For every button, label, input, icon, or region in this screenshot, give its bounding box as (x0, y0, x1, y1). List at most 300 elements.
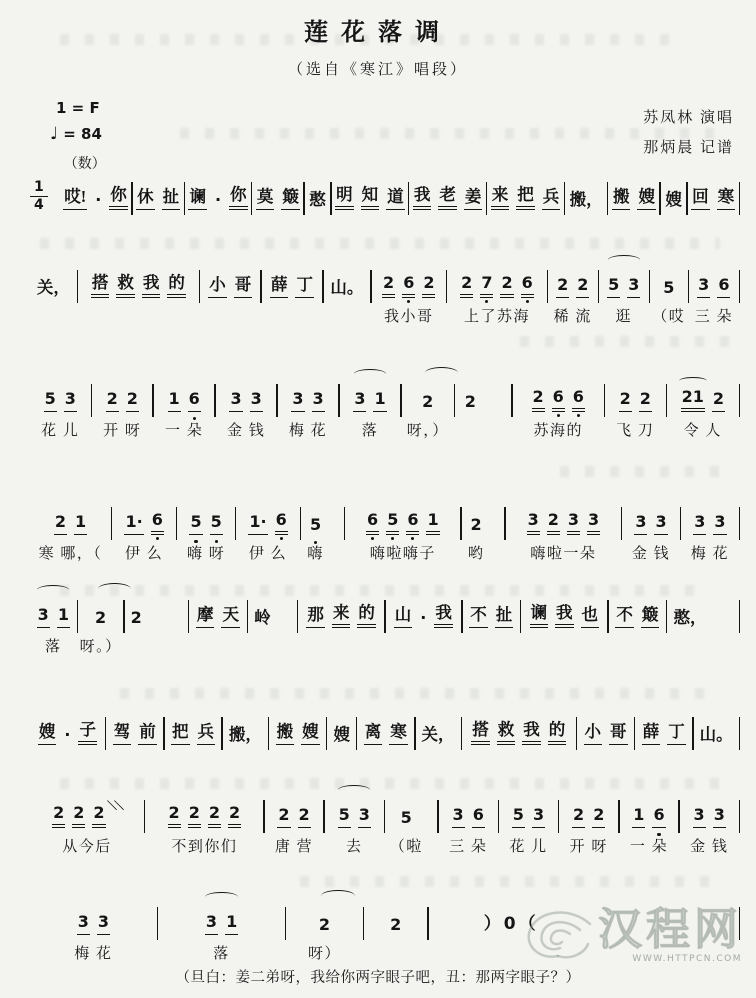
measure (622, 503, 680, 563)
measure (487, 178, 563, 210)
time-signature-denominator: 4 (34, 197, 44, 214)
lyric-text: 唐 营 (274, 839, 314, 855)
note-token: 6 (572, 386, 585, 412)
note-row (50, 503, 90, 535)
note-token: 6 (188, 388, 201, 412)
note-token: 嫂 (301, 721, 320, 745)
slur-arc (338, 785, 370, 795)
measure (92, 380, 153, 440)
slur-arc (205, 892, 237, 902)
note-token: 3 (353, 388, 366, 412)
measure (462, 713, 576, 745)
note-row (34, 713, 100, 745)
note-token: 2 (126, 388, 139, 412)
note-row (690, 503, 730, 535)
note-token: 哥 (609, 721, 628, 745)
low-octave-dot (371, 537, 374, 540)
lyric-text: 梅 花 (74, 946, 113, 962)
note-row (523, 503, 604, 535)
lyric-text: 开 呀 (569, 839, 608, 855)
note-token: 山。 (699, 725, 733, 744)
note-token: 3 (567, 509, 580, 535)
measure (177, 503, 235, 563)
measure (635, 713, 692, 745)
note-token: 2 (464, 392, 476, 411)
low-octave-dot (194, 540, 197, 543)
note-token: 搬， (228, 725, 262, 744)
note-token: 3 (634, 511, 647, 535)
bleed-texture (300, 876, 720, 887)
measure (216, 380, 277, 440)
lyric-text: 花 儿 (509, 839, 548, 855)
note-token: 3 (697, 274, 710, 298)
note-row (468, 713, 570, 745)
note-row (386, 903, 406, 935)
time-signature (30, 180, 48, 214)
note-row (91, 596, 111, 628)
note-token: 我 (142, 272, 161, 298)
note-token: 2 (500, 272, 513, 298)
note-token: · (214, 190, 222, 209)
note-token: 21 (681, 386, 705, 412)
note-token: 的 (357, 602, 376, 628)
note-token: 不 (615, 604, 634, 628)
note-row (565, 178, 607, 210)
note-row (418, 380, 438, 412)
note-row (306, 503, 326, 535)
lyric-text: 落 (213, 946, 230, 962)
measure (327, 713, 355, 745)
note-token: 谰 (188, 186, 207, 210)
note-token: 不 (469, 604, 488, 628)
lyric-text: 梅 花 (288, 423, 328, 439)
note-token: 我 (434, 602, 453, 628)
note-token: 6 (275, 509, 288, 535)
measure (439, 796, 498, 856)
note-token: 6 (406, 509, 419, 535)
note-token: 子 (78, 719, 97, 745)
note-token: 休 (136, 186, 155, 210)
note-token: 6 (151, 509, 164, 535)
measure (265, 796, 324, 856)
note-row (466, 596, 517, 628)
bleed-texture (520, 336, 730, 347)
lyric-text: 梅 花 (690, 546, 729, 562)
note-token: 救 (116, 272, 135, 298)
note-row (32, 266, 74, 298)
lyric-text: 飞 刀 (616, 423, 655, 439)
lyric-text: 从今后 (62, 839, 112, 855)
measure (559, 796, 618, 856)
note-token: 关， (421, 725, 455, 744)
note-token: 1· (248, 511, 267, 535)
note-token: 兵 (197, 721, 216, 745)
measure (125, 596, 148, 628)
note-row (695, 713, 737, 745)
note-token: 3 (654, 511, 667, 535)
note-token: 6 (552, 386, 565, 412)
score-system (30, 596, 740, 656)
score-system (30, 380, 740, 440)
note-token: 丁 (295, 274, 314, 298)
note-token: 的 (548, 719, 567, 745)
slur-arc (37, 585, 69, 595)
note-row (33, 596, 73, 628)
tie-arc (321, 890, 354, 902)
measure (667, 596, 712, 628)
note-row (272, 713, 323, 745)
note-token: 簸 (281, 186, 300, 210)
note-token: 薛 (642, 721, 661, 745)
bleed-texture (60, 585, 710, 596)
note-token: 憨 (309, 190, 326, 209)
note-token: 你 (109, 184, 128, 210)
note-token: ＼＼ (107, 801, 121, 812)
credit-notator: 那炳晨 记谱 (643, 140, 734, 156)
barline (427, 907, 428, 940)
note-token: 1 (168, 388, 181, 412)
note-row (329, 713, 355, 745)
note-token: 2 (556, 274, 569, 298)
note-token: 搬， (569, 190, 603, 209)
measure (605, 380, 666, 440)
note-token: 3 (527, 509, 540, 535)
note-token: 也 (581, 604, 600, 628)
measure (154, 380, 215, 440)
note-token: 2 (130, 608, 142, 627)
note-row (102, 380, 142, 412)
low-octave-dot (193, 417, 196, 420)
note-token: 3 (77, 911, 90, 935)
note-token: 山。 (330, 278, 364, 297)
note-row (661, 178, 687, 210)
note-token: 2 (92, 802, 105, 828)
note-row (689, 796, 729, 828)
note-row (396, 796, 416, 828)
note-token: 知 (361, 184, 380, 210)
note-token: 簸 (641, 604, 660, 628)
measure (681, 503, 739, 563)
note-token: 明 (335, 184, 354, 210)
note-row (305, 178, 331, 210)
note-token: 回 (691, 186, 710, 210)
tempo-value: = 84 (63, 125, 102, 143)
lyric-text: 开 呀 (103, 423, 142, 439)
measure (223, 713, 268, 745)
lyric-text: （哎 (652, 309, 686, 325)
note-row (363, 503, 444, 535)
note-row (314, 903, 334, 935)
barline (739, 600, 740, 633)
tie-arc (98, 583, 131, 595)
low-octave-dot (215, 540, 218, 543)
lyric-text: 金 钱 (690, 839, 729, 855)
measure (599, 266, 649, 326)
measure (386, 596, 462, 628)
measure (689, 266, 739, 326)
measure (301, 503, 330, 563)
note-token: 3 (452, 804, 465, 828)
note-row (250, 596, 276, 628)
note-row (526, 596, 603, 628)
measure (185, 178, 251, 210)
measure (620, 796, 679, 856)
note-token: 摩 (196, 604, 215, 628)
tempo-marking (50, 124, 102, 144)
note-row (379, 266, 439, 298)
lyric-text: 不到你们 (171, 839, 238, 855)
measure (262, 266, 322, 298)
note-row (192, 596, 243, 628)
measure (248, 596, 277, 628)
measure (416, 713, 461, 745)
bleed-texture (560, 466, 730, 477)
measure (106, 713, 163, 745)
note-token: 3 (205, 911, 218, 935)
note-token: 3 (358, 804, 371, 828)
bleed-texture (60, 778, 720, 789)
barline (739, 717, 740, 750)
note-token: 搭 (91, 272, 110, 298)
note-token: 扯 (162, 186, 181, 210)
note-token: 1 (225, 911, 238, 935)
note-token: 5 (44, 388, 57, 412)
note-token: 5 (210, 511, 223, 535)
measure (278, 380, 339, 440)
note-row (164, 796, 245, 828)
low-octave-dot (577, 414, 580, 417)
tie-arc (425, 367, 458, 379)
measure (680, 796, 739, 856)
note-token: 6 (402, 272, 415, 298)
note-token: 2 (277, 804, 290, 828)
measure (357, 713, 414, 745)
note-row (201, 903, 241, 935)
note-token: 5 (386, 509, 399, 535)
lyric-text: 我小哥 (384, 309, 434, 325)
note-token: 寒 (717, 186, 736, 210)
note-token: 嫂 (665, 190, 682, 209)
key-signature: 1 = F (56, 99, 100, 117)
note-row (303, 596, 380, 628)
note-row (164, 380, 204, 412)
note-row (133, 178, 184, 210)
lyric-text: （啦 (389, 839, 423, 855)
lyric-text: 令 人 (683, 423, 722, 439)
note-row (185, 178, 251, 210)
note-token: 兵 (542, 186, 561, 210)
lyric-text: 呀。） (79, 639, 122, 655)
note-row (350, 380, 390, 412)
note-token: 寒 (389, 721, 408, 745)
measure (650, 266, 688, 326)
measure (462, 503, 491, 563)
low-octave-dot (485, 300, 488, 303)
low-octave-dot (391, 537, 394, 540)
note-token: 前 (138, 721, 157, 745)
measure (565, 178, 607, 210)
note-token: 2 (639, 388, 652, 412)
note-token: 2 (168, 802, 181, 828)
measure (236, 503, 300, 563)
note-token: 3 (64, 388, 77, 412)
measure (30, 266, 77, 298)
score-system (30, 903, 740, 963)
note-row (390, 596, 456, 628)
note-token: 把 (171, 721, 190, 745)
note-token: 2 (592, 804, 605, 828)
rest-end-mark: ）0（ (483, 914, 539, 934)
measure (30, 380, 91, 440)
measure (694, 713, 739, 745)
note-row (334, 796, 374, 828)
slur-arc (354, 369, 386, 379)
low-octave-dot (280, 537, 283, 540)
note-row (688, 178, 739, 210)
note-token: 2 (52, 802, 65, 828)
note-row (615, 380, 655, 412)
note-token: 来 (332, 602, 351, 628)
note-token: 你 (229, 184, 248, 210)
note-token: 我 (555, 602, 574, 628)
note-row (580, 713, 631, 745)
note-token: 5 (512, 804, 525, 828)
note-row (87, 266, 189, 298)
note-row (604, 266, 644, 298)
measure (402, 380, 454, 440)
note-row (40, 380, 80, 412)
measure (661, 178, 686, 210)
note-row (60, 178, 132, 210)
note-token: 2 (106, 388, 119, 412)
note-token: 2 (572, 804, 585, 828)
lyric-text: 逛 (615, 309, 633, 325)
lyric-text: 呀，） (406, 423, 449, 439)
note-row (631, 503, 671, 535)
note-token: 天 (221, 604, 240, 628)
note-row (508, 796, 548, 828)
note-token: 谰 (530, 602, 549, 628)
measure (30, 503, 111, 563)
measure (409, 178, 485, 210)
note-row (409, 178, 486, 210)
note-token: 6 (652, 804, 665, 828)
note-token: 2 (576, 274, 589, 298)
barline (739, 384, 740, 417)
note-row (186, 503, 226, 535)
measure (145, 796, 263, 856)
note-token: 2 (95, 608, 107, 627)
note-token: 3 (250, 388, 263, 412)
note-row (608, 178, 659, 210)
note-token: 道 (386, 186, 405, 210)
measure (286, 903, 362, 963)
note-token: 5 (189, 511, 202, 535)
note-token: 山 (394, 604, 413, 628)
note-token: 2 (422, 392, 434, 411)
note-token: 驾 (113, 721, 132, 745)
note-row (457, 266, 538, 298)
measure (269, 713, 326, 745)
measure (30, 713, 105, 745)
score-system (30, 266, 740, 326)
note-token: 3 (291, 388, 304, 412)
lyric-text: 嗨 (307, 546, 324, 562)
note-token: 离 (364, 721, 383, 745)
lyric-text: 嗨 呀 (186, 546, 226, 562)
measure (133, 178, 184, 210)
note-token: 1 (632, 804, 645, 828)
note-row (168, 713, 219, 745)
low-octave-dot (156, 537, 159, 540)
lyric-text: 落 (45, 639, 62, 655)
note-token: 6 (717, 274, 730, 298)
note-token: 1· (124, 511, 143, 535)
note-token: 2 (382, 272, 395, 298)
note-token: 搬 (612, 186, 631, 210)
note-token: 2 (712, 388, 725, 412)
note-token: 3 (37, 604, 50, 628)
note-token: 2 (422, 272, 435, 298)
note-token: 1 (74, 511, 87, 535)
measure (463, 596, 520, 628)
bleed-texture (40, 238, 720, 249)
note-token: · (64, 725, 71, 744)
note-token: 丁 (667, 721, 686, 745)
note-token: · (95, 190, 102, 209)
note-row (245, 503, 291, 535)
low-octave-dot (657, 833, 660, 836)
lyric-text: 金 钱 (226, 423, 266, 439)
lyric-text: 花 儿 (41, 423, 80, 439)
token-slur-arc (679, 377, 707, 385)
measure (78, 266, 199, 298)
note-row (126, 596, 146, 628)
score-system (30, 796, 740, 856)
measure (513, 380, 604, 440)
measure (165, 713, 222, 745)
measure (577, 713, 634, 745)
quarter-note-icon: ♩ (50, 124, 59, 144)
measure (688, 178, 739, 210)
note-token: 我 (522, 719, 541, 745)
note-token: 3 (627, 274, 640, 298)
note-token: 5 (663, 278, 675, 297)
note-token: 5 (309, 514, 322, 535)
measure (30, 903, 157, 963)
note-token: · (420, 608, 427, 627)
measure (667, 380, 739, 440)
note-token: 6 (366, 509, 379, 535)
note-token: 姜 (464, 186, 483, 210)
barline (739, 270, 740, 303)
note-token: 嫂 (38, 721, 57, 745)
measure (455, 380, 485, 412)
lyric-text: 哟 (467, 546, 485, 562)
lyric-text: 一 朵 (165, 423, 204, 439)
measure (548, 266, 598, 326)
note-token: 小 (584, 721, 603, 745)
watermark-site-url: WWW.HTTPCN.COM (632, 954, 742, 964)
note-token: 6 (472, 804, 485, 828)
note-token: 2 (298, 804, 311, 828)
note-token: 扯 (495, 604, 514, 628)
time-signature-numerator: 1 (30, 180, 48, 197)
note-token: 搬 (276, 721, 295, 745)
note-row (288, 380, 328, 412)
note-row (612, 596, 663, 628)
note-row (629, 796, 669, 828)
